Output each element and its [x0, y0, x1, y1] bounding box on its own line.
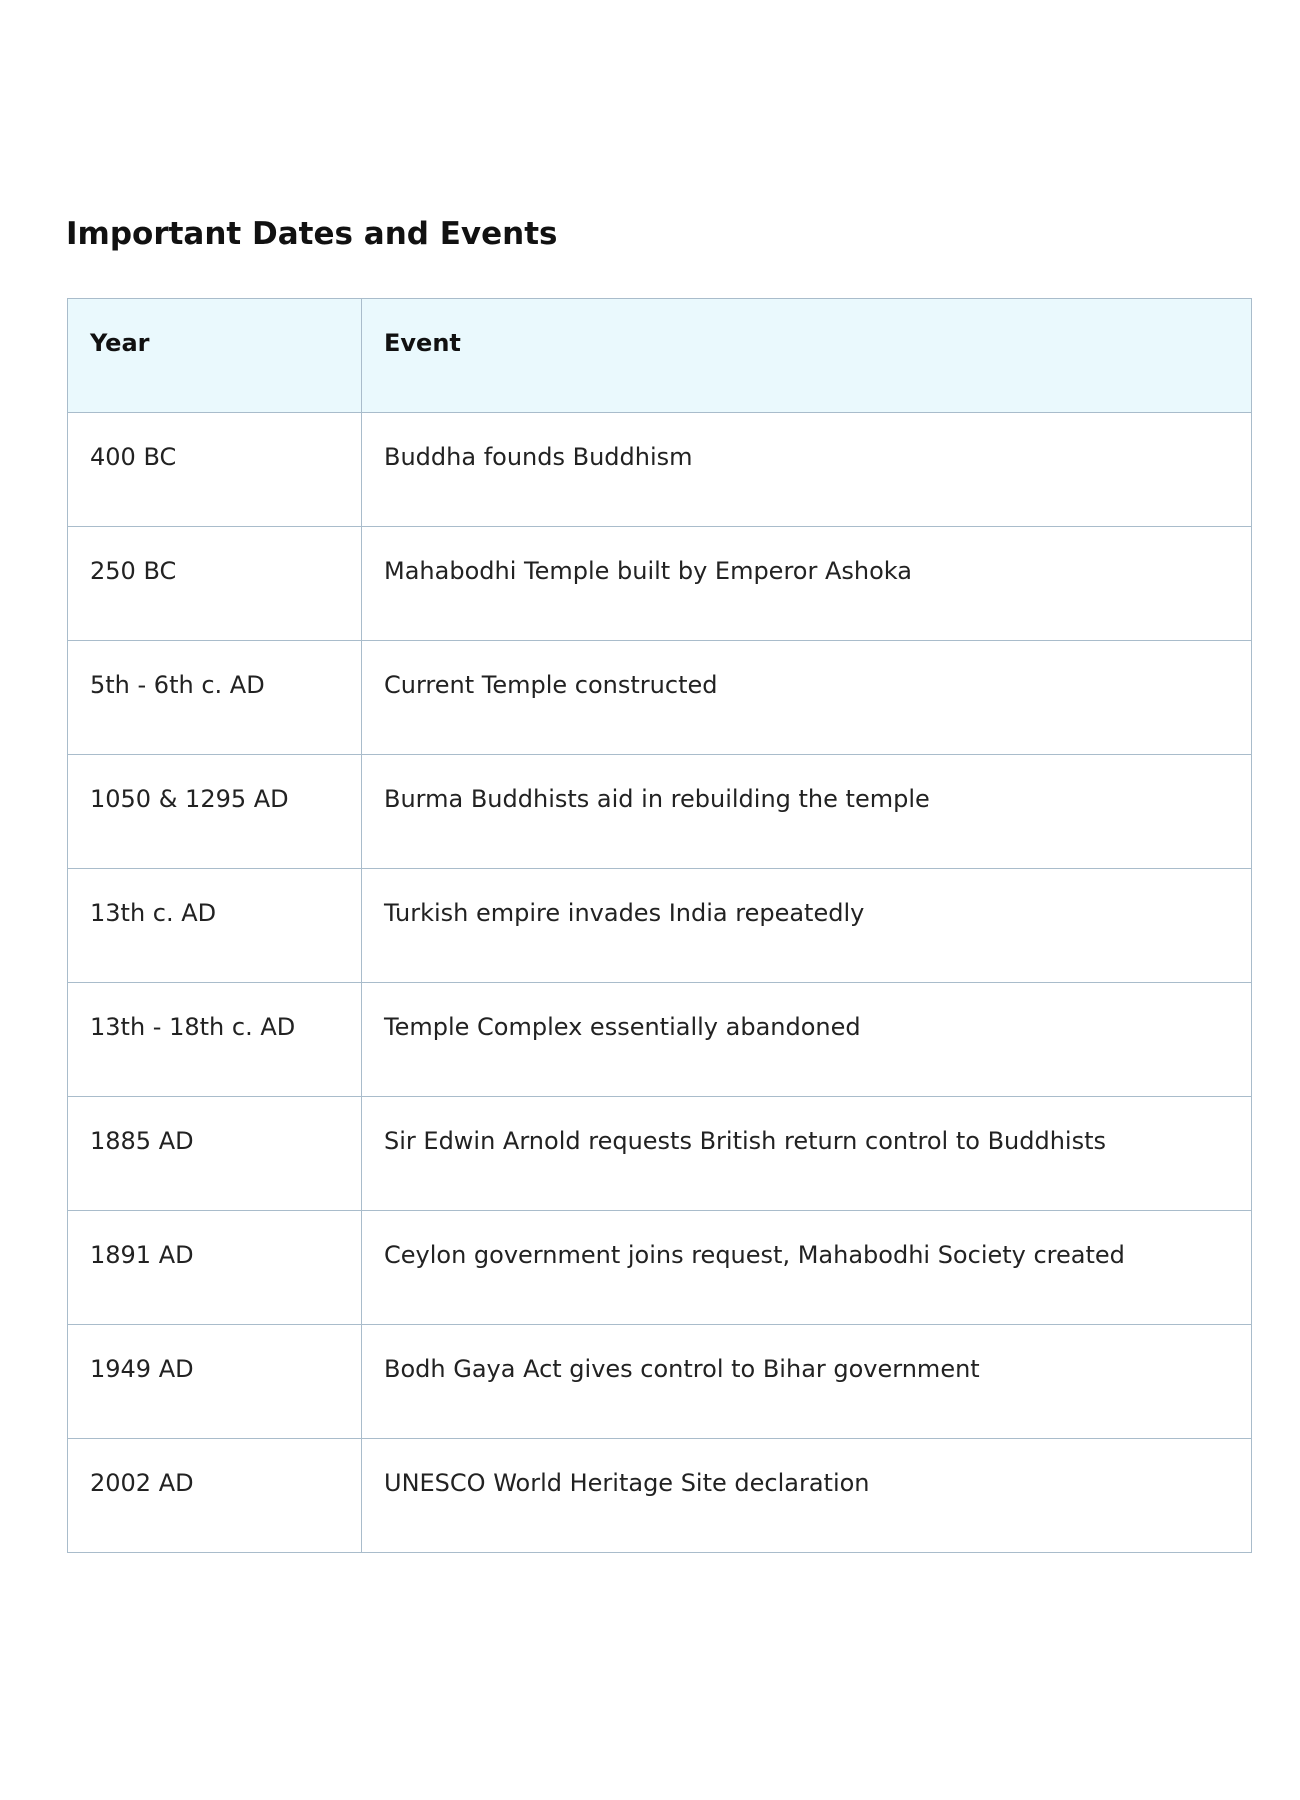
- event-column-header: [362, 299, 1252, 413]
- event-header-label: Event: [384, 329, 461, 357]
- table-header-row: [68, 299, 1252, 413]
- year-cell: [68, 1097, 362, 1211]
- table-row: [68, 1325, 1252, 1439]
- table-row: [68, 1439, 1252, 1553]
- year-value: 1949 AD: [90, 1355, 194, 1383]
- year-column-header: [68, 299, 362, 413]
- event-cell: [362, 755, 1252, 869]
- table-row: [68, 755, 1252, 869]
- event-cell: [362, 1097, 1252, 1211]
- year-cell: [68, 1439, 362, 1553]
- event-cell: [362, 1439, 1252, 1553]
- event-cell: [362, 1325, 1252, 1439]
- event-cell: [362, 1211, 1252, 1325]
- event-cell: [362, 413, 1252, 527]
- event-value: Turkish empire invades India repeatedly: [384, 899, 865, 927]
- year-value: 1050 & 1295 AD: [90, 785, 289, 813]
- year-cell: [68, 527, 362, 641]
- event-value: UNESCO World Heritage Site declaration: [384, 1469, 870, 1497]
- event-value: Mahabodhi Temple built by Emperor Ashoka: [384, 557, 912, 585]
- event-value: Bodh Gaya Act gives control to Bihar government: [384, 1355, 980, 1383]
- dates-events-table: [67, 298, 1252, 1553]
- event-value: Burma Buddhists aid in rebuilding the temple: [384, 785, 930, 813]
- event-cell: [362, 527, 1252, 641]
- table-row: [68, 527, 1252, 641]
- event-value: Sir Edwin Arnold requests British return control to Buddhists: [384, 1127, 1107, 1155]
- year-value: 2002 AD: [90, 1469, 194, 1497]
- table-row: [68, 1211, 1252, 1325]
- year-value: 250 BC: [90, 557, 177, 585]
- event-value: Temple Complex essentially abandoned: [384, 1013, 861, 1041]
- year-value: 13th c. AD: [90, 899, 217, 927]
- event-value: Buddha founds Buddhism: [384, 443, 693, 471]
- event-cell: [362, 983, 1252, 1097]
- event-value: Current Temple constructed: [384, 671, 718, 699]
- year-value: 5th - 6th c. AD: [90, 671, 265, 699]
- event-value: Ceylon government joins request, Mahabodhi Society created: [384, 1241, 1125, 1269]
- year-value: 1891 AD: [90, 1241, 194, 1269]
- year-cell: [68, 983, 362, 1097]
- table-row: [68, 641, 1252, 755]
- year-cell: [68, 869, 362, 983]
- table-row: [68, 1097, 1252, 1211]
- year-value: 13th - 18th c. AD: [90, 1013, 296, 1041]
- year-cell: [68, 413, 362, 527]
- event-cell: [362, 641, 1252, 755]
- year-header-label: Year: [90, 329, 150, 357]
- event-cell: [362, 869, 1252, 983]
- year-value: 1885 AD: [90, 1127, 194, 1155]
- page-title: Important Dates and Events: [66, 216, 558, 252]
- year-cell: [68, 641, 362, 755]
- table-row: [68, 413, 1252, 527]
- table-row: [68, 983, 1252, 1097]
- year-cell: [68, 1325, 362, 1439]
- year-value: 400 BC: [90, 443, 177, 471]
- year-cell: [68, 755, 362, 869]
- year-cell: [68, 1211, 362, 1325]
- table-row: [68, 869, 1252, 983]
